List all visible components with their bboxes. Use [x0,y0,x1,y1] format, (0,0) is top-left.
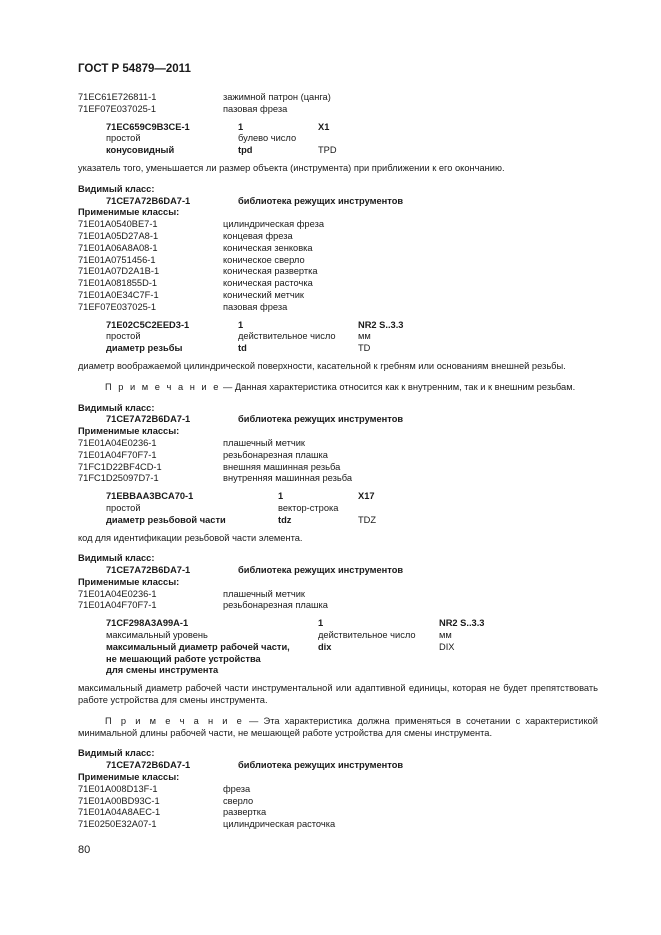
visible-class-row [78,414,598,426]
class-code: 71E01A04E0236-1 [78,437,157,448]
class-code: 71E01A04F70F7-1 [78,600,157,611]
property-name: максимальный диаметр рабочей части, [106,641,290,652]
class-row [78,219,598,231]
property-row [78,331,598,343]
class-code: 71E01A04F70F7-1 [78,449,157,460]
property-datatype: действительное число [238,331,336,342]
class-code: 71E01A008D13F-1 [78,783,158,794]
class-name: плашечный метчик [223,588,306,599]
property-datatype: булево число [238,133,297,144]
visible-class-label: Видимый класс: [78,553,155,564]
visible-class-code: 71CE7A72B6DA7-1 [106,760,191,771]
class-name: коническое сверло [223,254,305,265]
applicable-classes-label: Применимые классы: [78,426,180,437]
property-code: 71E02C5C2EED3-1 [106,319,190,330]
property-row [78,630,598,642]
class-row [78,255,598,267]
class-code: 71E01A0E34C7F-1 [78,289,159,300]
property-description: максимальный диаметр рабочей части инструментальной или адаптивной единицы, которая не будет препятствовать работе устройства для смены инструмента. [78,683,598,706]
property-name: конусовидный [106,145,175,156]
class-row [78,796,598,808]
property-name: диаметр резьбы [106,343,183,354]
visible-class-name: библиотека режущих инструментов [238,195,404,206]
class-name: концевая фреза [223,230,293,241]
class-row [78,104,598,116]
class-row [78,600,598,612]
visible-class-name: библиотека режущих инструментов [238,565,404,576]
class-name: цилиндрическая фреза [223,219,324,230]
property-row [78,642,598,654]
property-name-cont: не мешающий работе устройства [106,653,261,664]
page-number: 80 [78,844,91,856]
class-name: сверло [223,795,254,806]
spacer [78,175,598,184]
class-name: пазовая фреза [223,103,288,114]
property-datatype: вектор-строка [278,502,339,513]
property-row [78,665,598,677]
property-type: простой [106,133,141,144]
class-name: внешняя машинная резьба [223,461,341,472]
property-symbol: tdz [278,514,292,525]
page-header: ГОСТ Р 54879—2011 [78,63,191,75]
visible-class-name: библиотека режущих инструментов [238,760,404,771]
visible-class-label: Видимый класс: [78,402,155,413]
class-code: 71E01A081855D-1 [78,278,158,289]
property-format: NR2 S..3.3 [358,319,404,330]
class-code: 71E0250E32A07-1 [78,819,157,830]
class-code: 71EC61E726811-1 [78,92,157,102]
class-row [78,266,598,278]
property-code: 71CF298A3A99A-1 [106,618,189,629]
property-row [78,343,598,355]
visible-class-row [78,565,598,577]
property-row [78,491,598,503]
property-type: простой [106,502,141,513]
class-name: пазовая фреза [223,301,288,312]
property-name-cont: для смены инструмента [106,665,219,676]
note-label: П р и м е ч а н и е [105,381,221,392]
visible-class-row [78,196,598,208]
note-text: — Эта характеристика должна применяться в сочетании с характеристикой минимальной длины рабочей части, не мешающей работе устройства для смены инструмента. [78,715,598,738]
property-description: указатель того, уменьшается ли размер объекта (инструмента) при приближении к его окончанию. [78,162,505,173]
property-type: максимальный уровень [106,630,208,641]
class-name: плашечный метчик [223,437,306,448]
spacer [78,373,598,382]
class-row [78,290,598,302]
class-row [78,473,598,485]
property-row [78,122,598,134]
class-row [78,819,598,831]
class-name: внутренняя машинная резьба [223,473,353,484]
property-value: 1 [238,319,244,330]
property-symbol: td [238,343,247,354]
spacer [78,394,598,403]
property-description: диаметр воображаемой цилиндрической поверхности, касательной к гребням или основаниям внешней резьбы. [78,360,566,371]
property-type: простой [106,331,141,342]
class-code: 71EF07E037025-1 [78,301,157,312]
property-symbol: tpd [238,145,253,156]
property-format: X17 [358,491,375,502]
class-row [78,92,598,104]
property-format: NR2 S..3.3 [439,618,485,629]
class-name: развертка [223,807,267,818]
class-code: 71EF07E037025-1 [78,103,157,114]
visible-class-code: 71CE7A72B6DA7-1 [106,195,191,206]
property-symbol: dix [318,641,332,652]
class-code: 71E01A05D27A8-1 [78,230,159,241]
class-code: 71FC1D25097D7-1 [78,473,159,484]
class-code: 71E01A04A8AEC-1 [78,807,161,818]
spacer [78,739,598,748]
page-content [78,92,598,831]
class-row [78,438,598,450]
property-code: 71EBBAA3BCA70-1 [106,491,194,502]
property-unit: мм [358,331,371,342]
property-value: 1 [278,491,284,502]
class-name: резьбонарезная плашка [223,449,328,460]
class-row [78,231,598,243]
spacer [78,707,598,716]
property-format: X1 [318,121,330,132]
class-name: коническая развертка [223,266,318,277]
class-code: 71E01A00BD93C-1 [78,795,160,806]
visible-class-label: Видимый класс: [78,748,155,759]
property-row [78,618,598,630]
applicable-classes-label: Применимые классы: [78,576,180,587]
property-short: TPD [318,145,337,156]
applicable-classes-label: Применимые классы: [78,207,180,218]
visible-class-code: 71CE7A72B6DA7-1 [106,414,191,425]
property-short: DIX [439,641,455,652]
property-short: TDZ [358,514,377,525]
class-code: 71E01A04E0236-1 [78,588,157,599]
class-name: коническая расточка [223,278,313,289]
note [78,716,598,740]
note-label: П р и м е ч а н и е [105,715,244,726]
class-row [78,462,598,474]
class-name: фреза [223,783,251,794]
class-name: коническая зенковка [223,242,313,253]
class-name: конический метчик [223,289,304,300]
class-name: цилиндрическая расточка [223,819,336,830]
class-row [78,450,598,462]
property-description: код для идентификации резьбовой части элемента. [78,532,303,543]
class-row [78,807,598,819]
class-row [78,784,598,796]
visible-class-code: 71CE7A72B6DA7-1 [106,565,191,576]
visible-class-label: Видимый класс: [78,183,155,194]
spacer [78,544,598,553]
property-name: диаметр резьбовой части [106,514,226,525]
property-row [78,133,598,145]
property-value: 1 [318,618,324,629]
class-code: 71FC1D22BF4CD-1 [78,461,162,472]
class-code: 71E01A06A8A08-1 [78,242,158,253]
class-row [78,302,598,314]
property-code: 71EC659C9B3CE-1 [106,121,190,132]
property-row [78,654,598,666]
visible-class-row [78,760,598,772]
note-text: — Данная характеристика относится как к внутренним, так и к внешним резьбам. [220,381,576,392]
class-name: резьбонарезная плашка [223,600,328,611]
property-short: TD [358,343,371,354]
property-row [78,503,598,515]
note [78,382,598,394]
class-row [78,243,598,255]
property-row [78,145,598,157]
property-unit: мм [439,630,452,641]
property-datatype: действительное число [318,630,416,641]
property-row [78,320,598,332]
class-code: 71E01A07D2A1B-1 [78,266,160,277]
applicable-classes-label: Применимые классы: [78,772,180,783]
class-name: зажимной патрон (цанга) [223,92,331,102]
class-row [78,589,598,601]
class-row [78,278,598,290]
property-row [78,515,598,527]
property-value: 1 [238,121,244,132]
class-code: 71E01A0540BE7-1 [78,219,158,230]
class-code: 71E01A0751456-1 [78,254,156,265]
visible-class-name: библиотека режущих инструментов [238,414,404,425]
